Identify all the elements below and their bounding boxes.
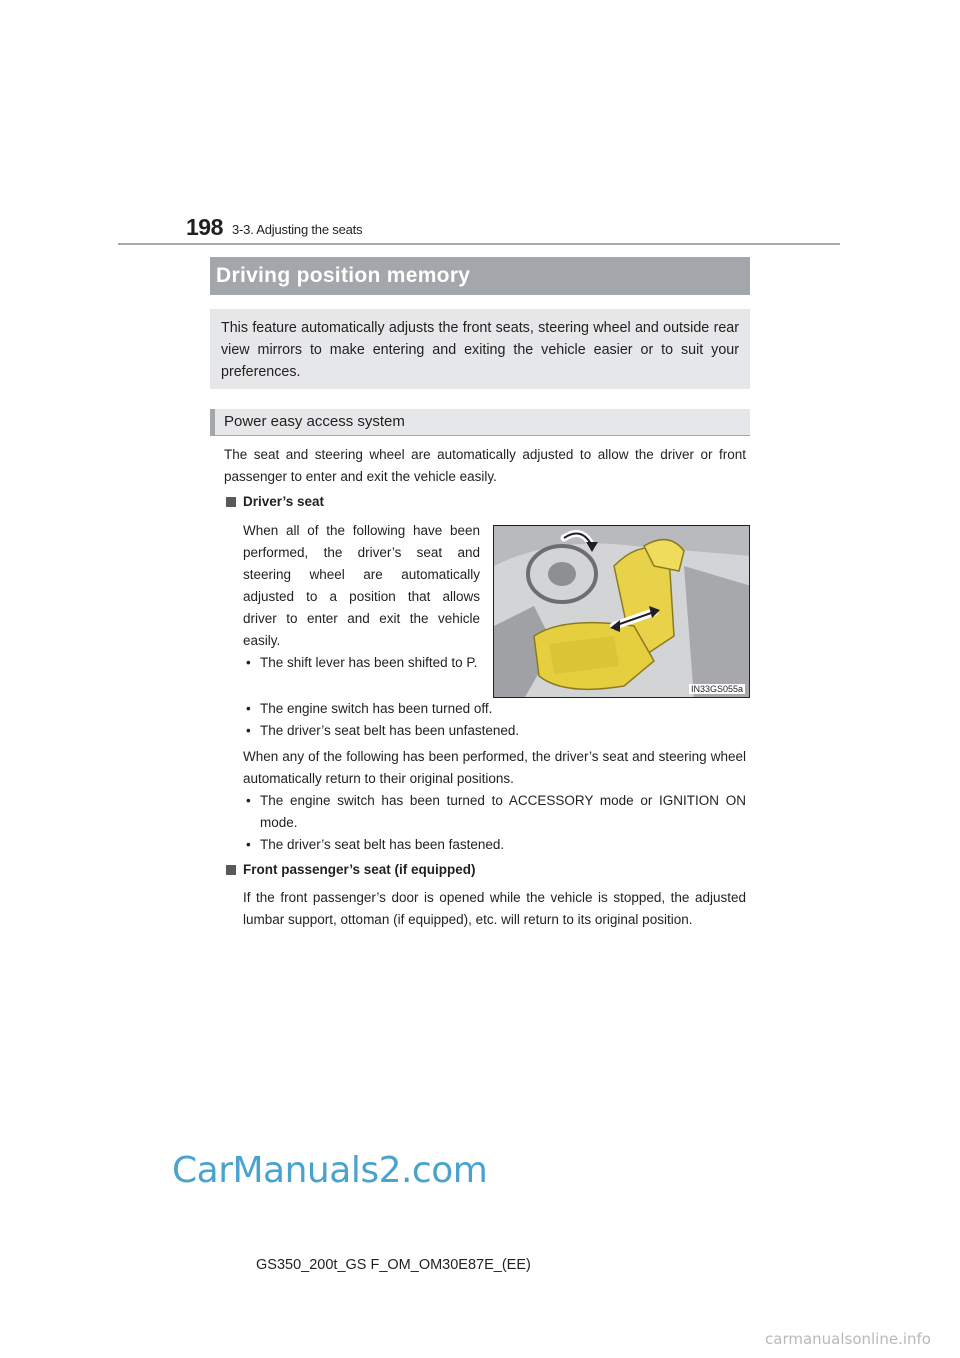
condition-item: • The engine switch has been turned to ACCESSORY mode or IGNITION ON mode.	[246, 793, 746, 830]
condition-item: • The driver’s seat belt has been unfastened.	[246, 723, 520, 738]
page-title: Driving position memory	[216, 264, 471, 287]
drivers-seat-heading	[226, 494, 324, 509]
condition-item: • The shift lever has been shifted to P.	[246, 655, 478, 670]
subsection-header	[210, 409, 750, 436]
subsection-lead: The seat and steering wheel are automatically adjusted to allow the driver or front passenger to enter and exit the vehicle easily.	[224, 447, 746, 484]
square-bullet-icon	[226, 865, 236, 875]
text-line: performed, the driver’s seat and	[243, 545, 480, 560]
section-breadcrumb: 3-3. Adjusting the seats	[232, 222, 363, 237]
text-line: easily.	[243, 633, 281, 648]
condition-item: • The driver’s seat belt has been fastened.	[246, 837, 505, 852]
text-line: driver to enter and exit the vehicle	[243, 611, 480, 626]
seat-illustration-drawing	[494, 526, 750, 698]
return-text: When any of the following has been performed, the driver’s seat and steering wheel automatically return to their original positions.	[243, 749, 746, 786]
passenger-seat-heading	[226, 862, 476, 877]
section-title-bar	[210, 257, 750, 295]
intro-box: This feature automatically adjusts the front seats, steering wheel and outside rear view mirrors to make entering and exiting the vehicle easier or to suit your preferences.	[210, 309, 750, 389]
passenger-seat-heading-text: Front passenger’s seat (if equipped)	[243, 862, 476, 877]
seat-illustration	[493, 525, 750, 698]
figure-code: IN33GS055a	[690, 684, 743, 694]
watermark-logo: CarManuals2.com	[172, 1150, 488, 1191]
page-number: 198	[186, 214, 223, 240]
passenger-seat-text: If the front passenger’s door is opened while the vehicle is stopped, the adjusted lumbar support, ottoman (if equipped), etc. will return to its original position.	[243, 890, 746, 927]
footer-brand: carmanualsonline.info	[765, 1330, 931, 1348]
text-line: adjusted to a position that allows	[243, 589, 480, 604]
square-bullet-icon	[226, 497, 236, 507]
header-divider	[118, 243, 840, 245]
text-line: steering wheel are automatically	[243, 567, 480, 582]
text-line: When all of the following have been	[243, 523, 480, 538]
drivers-seat-heading-text: Driver’s seat	[243, 494, 325, 509]
subsection-title: Power easy access system	[224, 413, 405, 430]
subsection-marker	[210, 409, 215, 435]
document-code: GS350_200t_GS F_OM_OM30E87E_(EE)	[256, 1257, 531, 1273]
condition-item: • The engine switch has been turned off.	[246, 701, 493, 716]
